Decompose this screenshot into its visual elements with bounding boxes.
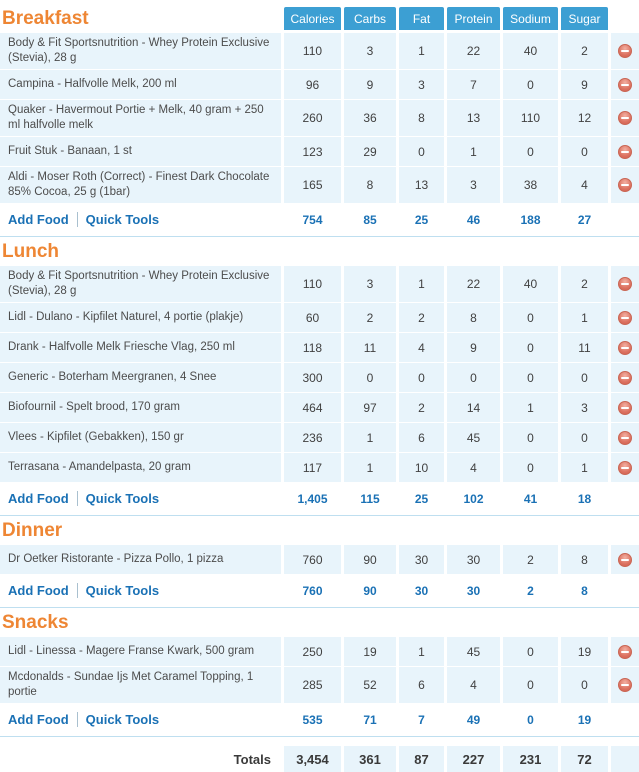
minus-circle-icon	[621, 283, 629, 285]
minus-circle-icon	[621, 651, 629, 653]
food-calories-value: 110	[284, 266, 341, 302]
quick-tools-link[interactable]: Quick Tools	[85, 212, 160, 227]
food-sugar-value: 8	[561, 545, 608, 574]
food-sugar-value: 0	[561, 423, 608, 452]
food-fat-value: 3	[399, 70, 444, 99]
food-carbs-value: 3	[344, 266, 396, 302]
actions-filler-cell	[611, 205, 639, 234]
food-protein-value: 4	[447, 667, 500, 703]
food-sugar-value: 4	[561, 167, 608, 203]
food-calories-value: 123	[284, 137, 341, 166]
food-calories-value: 118	[284, 333, 341, 362]
food-fat-value: 1	[399, 33, 444, 69]
minus-circle-icon	[621, 84, 629, 86]
food-carbs-value: 29	[344, 137, 396, 166]
section-header-row	[0, 5, 639, 33]
food-row	[0, 333, 639, 362]
section-total-carbs: 71	[344, 705, 396, 734]
minus-circle-icon	[621, 151, 629, 153]
delete-food-button[interactable]	[618, 277, 632, 291]
food-protein-value: 4	[447, 453, 500, 482]
column-header-fat[interactable]: Fat	[399, 7, 444, 30]
food-sodium-value: 0	[503, 363, 558, 392]
food-sugar-value: 1	[561, 453, 608, 482]
minus-circle-icon	[621, 117, 629, 119]
delete-cell	[611, 137, 639, 166]
column-header-sugar[interactable]: Sugar	[561, 7, 608, 30]
delete-food-button[interactable]	[618, 371, 632, 385]
food-carbs-value: 52	[344, 667, 396, 703]
food-calories-value: 250	[284, 637, 341, 666]
column-header-sodium[interactable]: Sodium	[503, 7, 558, 30]
food-name: Vlees - Kipfilet (Gebakken), 150 gr	[0, 423, 281, 452]
delete-cell	[611, 667, 639, 703]
grand-total-fat: 87	[399, 746, 444, 772]
food-fat-value: 0	[399, 137, 444, 166]
food-sodium-value: 0	[503, 423, 558, 452]
add-food-link[interactable]: Add Food	[8, 712, 69, 727]
section-total-calories: 535	[284, 705, 341, 734]
section-total-protein: 46	[447, 205, 500, 234]
food-fat-value: 8	[399, 100, 444, 136]
food-name: Generic - Boterham Meergranen, 4 Snee	[0, 363, 281, 392]
food-row	[0, 70, 639, 99]
food-calories-value: 300	[284, 363, 341, 392]
actions-filler-cell	[611, 705, 639, 734]
delete-food-button[interactable]	[618, 645, 632, 659]
section-total-sodium: 2	[503, 576, 558, 605]
food-sugar-value: 12	[561, 100, 608, 136]
section-total-sodium: 41	[503, 484, 558, 513]
food-sugar-value: 0	[561, 137, 608, 166]
food-name: Fruit Stuk - Banaan, 1 st	[0, 137, 281, 166]
food-name: Mcdonalds - Sundae Ijs Met Caramel Topping, 1 portie	[0, 667, 281, 703]
food-carbs-value: 1	[344, 453, 396, 482]
food-sodium-value: 0	[503, 303, 558, 332]
section-title: Lunch	[2, 241, 59, 262]
food-fat-value: 13	[399, 167, 444, 203]
minus-circle-icon	[621, 184, 629, 186]
food-name: Dr Oetker Ristorante - Pizza Pollo, 1 pizza	[0, 545, 281, 574]
food-name: Aldi - Moser Roth (Correct) - Finest Dark Chocolate 85% Cocoa, 25 g (1bar)	[0, 167, 281, 203]
food-protein-value: 30	[447, 545, 500, 574]
food-protein-value: 0	[447, 363, 500, 392]
section-total-calories: 760	[284, 576, 341, 605]
food-sugar-value: 3	[561, 393, 608, 422]
delete-food-button[interactable]	[618, 78, 632, 92]
food-calories-value: 260	[284, 100, 341, 136]
food-calories-value: 110	[284, 33, 341, 69]
section-total-sugar: 27	[561, 205, 608, 234]
food-calories-value: 236	[284, 423, 341, 452]
section-title: Snacks	[2, 612, 69, 633]
food-protein-value: 45	[447, 637, 500, 666]
food-fat-value: 30	[399, 545, 444, 574]
delete-cell	[611, 363, 639, 392]
food-row	[0, 137, 639, 166]
add-food-link[interactable]: Add Food	[8, 491, 69, 506]
grand-total-carbs: 361	[344, 746, 396, 772]
food-calories-value: 117	[284, 453, 341, 482]
minus-circle-icon	[621, 437, 629, 439]
food-sugar-value: 0	[561, 363, 608, 392]
grand-total-sugar: 72	[561, 746, 608, 772]
food-sugar-value: 0	[561, 667, 608, 703]
meal-sections	[0, 5, 639, 737]
delete-cell	[611, 33, 639, 69]
link-separator	[77, 491, 78, 506]
food-name: Body & Fit Sportsnutrition - Whey Protein Exclusive (Stevia), 28 g	[0, 266, 281, 302]
food-calories-value: 96	[284, 70, 341, 99]
totals-label: Totals	[233, 751, 271, 767]
food-name: Body & Fit Sportsnutrition - Whey Protein Exclusive (Stevia), 28 g	[0, 33, 281, 69]
food-name: Drank - Halfvolle Melk Friesche Vlag, 250 ml	[0, 333, 281, 362]
delete-cell	[611, 100, 639, 136]
food-protein-value: 7	[447, 70, 500, 99]
food-protein-value: 22	[447, 266, 500, 302]
food-name: Biofournil - Spelt brood, 170 gram	[0, 393, 281, 422]
food-carbs-value: 36	[344, 100, 396, 136]
delete-cell	[611, 167, 639, 203]
food-fat-value: 2	[399, 303, 444, 332]
food-sugar-value: 1	[561, 303, 608, 332]
delete-food-button[interactable]	[618, 341, 632, 355]
section-total-carbs: 85	[344, 205, 396, 234]
food-protein-value: 45	[447, 423, 500, 452]
quick-tools-link[interactable]: Quick Tools	[85, 491, 160, 506]
delete-cell	[611, 266, 639, 302]
food-sugar-value: 19	[561, 637, 608, 666]
quick-tools-link[interactable]: Quick Tools	[85, 712, 160, 727]
food-fat-value: 0	[399, 363, 444, 392]
link-separator	[77, 712, 78, 727]
food-calories-value: 464	[284, 393, 341, 422]
food-row	[0, 453, 639, 482]
section-total-calories: 1,405	[284, 484, 341, 513]
column-header-calories[interactable]: Calories	[284, 7, 341, 30]
actions-filler-cell	[611, 576, 639, 605]
food-carbs-value: 9	[344, 70, 396, 99]
food-row	[0, 33, 639, 69]
meal-section-lunch	[0, 239, 639, 516]
food-calories-value: 165	[284, 167, 341, 203]
meal-section-snacks	[0, 610, 639, 737]
delete-food-button[interactable]	[618, 431, 632, 445]
add-food-link[interactable]: Add Food	[8, 583, 69, 598]
section-header-row	[0, 518, 639, 545]
food-sugar-value: 2	[561, 33, 608, 69]
quick-tools-link[interactable]: Quick Tools	[85, 583, 160, 598]
food-protein-value: 3	[447, 167, 500, 203]
section-total-calories: 754	[284, 205, 341, 234]
food-carbs-value: 19	[344, 637, 396, 666]
totals-filler-cell	[611, 746, 639, 772]
food-calories-value: 285	[284, 667, 341, 703]
food-sodium-value: 2	[503, 545, 558, 574]
grand-total-calories: 3,454	[284, 746, 341, 772]
section-total-carbs: 115	[344, 484, 396, 513]
actions-filler-cell	[611, 484, 639, 513]
food-protein-value: 14	[447, 393, 500, 422]
delete-cell	[611, 303, 639, 332]
food-row	[0, 266, 639, 302]
section-total-sodium: 188	[503, 205, 558, 234]
food-sodium-value: 110	[503, 100, 558, 136]
food-sodium-value: 0	[503, 137, 558, 166]
meal-section-breakfast	[0, 5, 639, 237]
totals-row	[0, 746, 639, 772]
food-protein-value: 22	[447, 33, 500, 69]
food-sodium-value: 0	[503, 70, 558, 99]
food-carbs-value: 90	[344, 545, 396, 574]
section-total-fat: 7	[399, 705, 444, 734]
section-header-row	[0, 239, 639, 266]
section-total-protein: 102	[447, 484, 500, 513]
delete-cell	[611, 423, 639, 452]
food-carbs-value: 11	[344, 333, 396, 362]
food-calories-value: 760	[284, 545, 341, 574]
food-row	[0, 545, 639, 574]
minus-circle-icon	[621, 407, 629, 409]
food-fat-value: 1	[399, 266, 444, 302]
minus-circle-icon	[621, 347, 629, 349]
food-sugar-value: 9	[561, 70, 608, 99]
food-name: Lidl - Linessa - Magere Franse Kwark, 500 gram	[0, 637, 281, 666]
section-total-sugar: 19	[561, 705, 608, 734]
food-protein-value: 13	[447, 100, 500, 136]
food-row	[0, 667, 639, 703]
food-calories-value: 60	[284, 303, 341, 332]
section-actions-row	[0, 704, 639, 737]
section-actions-row	[0, 575, 639, 608]
delete-cell	[611, 333, 639, 362]
food-carbs-value: 3	[344, 33, 396, 69]
section-total-protein: 30	[447, 576, 500, 605]
minus-circle-icon	[621, 377, 629, 379]
food-carbs-value: 2	[344, 303, 396, 332]
food-sodium-value: 40	[503, 33, 558, 69]
column-header-carbs[interactable]: Carbs	[344, 7, 396, 30]
delete-food-button[interactable]	[618, 311, 632, 325]
delete-food-button[interactable]	[618, 178, 632, 192]
food-protein-value: 8	[447, 303, 500, 332]
section-title: Dinner	[2, 520, 63, 541]
delete-food-button[interactable]	[618, 111, 632, 125]
link-separator	[77, 583, 78, 598]
food-sodium-value: 40	[503, 266, 558, 302]
delete-cell	[611, 453, 639, 482]
section-actions-row	[0, 204, 639, 237]
delete-food-button[interactable]	[618, 553, 632, 567]
delete-food-button[interactable]	[618, 401, 632, 415]
meal-section-dinner	[0, 518, 639, 608]
section-title: Breakfast	[2, 8, 89, 29]
food-sodium-value: 0	[503, 333, 558, 362]
link-separator	[77, 212, 78, 227]
minus-circle-icon	[621, 467, 629, 469]
section-total-sugar: 8	[561, 576, 608, 605]
food-name: Terrasana - Amandelpasta, 20 gram	[0, 453, 281, 482]
food-sugar-value: 11	[561, 333, 608, 362]
delete-food-button[interactable]	[618, 44, 632, 58]
minus-circle-icon	[621, 559, 629, 561]
delete-food-button[interactable]	[618, 145, 632, 159]
section-total-sugar: 18	[561, 484, 608, 513]
delete-food-button[interactable]	[618, 678, 632, 692]
food-fat-value: 6	[399, 423, 444, 452]
food-name: Lidl - Dulano - Kipfilet Naturel, 4 portie (plakje)	[0, 303, 281, 332]
delete-cell	[611, 637, 639, 666]
food-carbs-value: 97	[344, 393, 396, 422]
minus-circle-icon	[621, 317, 629, 319]
section-total-carbs: 90	[344, 576, 396, 605]
food-row	[0, 100, 639, 136]
food-row	[0, 167, 639, 203]
minus-circle-icon	[621, 684, 629, 686]
delete-food-button[interactable]	[618, 461, 632, 475]
section-total-fat: 25	[399, 484, 444, 513]
food-sodium-value: 38	[503, 167, 558, 203]
food-row	[0, 423, 639, 452]
grand-total-sodium: 231	[503, 746, 558, 772]
section-header-row	[0, 610, 639, 637]
food-fat-value: 6	[399, 667, 444, 703]
delete-cell	[611, 393, 639, 422]
delete-cell	[611, 70, 639, 99]
section-total-sodium: 0	[503, 705, 558, 734]
food-name: Campina - Halfvolle Melk, 200 ml	[0, 70, 281, 99]
add-food-link[interactable]: Add Food	[8, 212, 69, 227]
food-fat-value: 1	[399, 637, 444, 666]
food-sugar-value: 2	[561, 266, 608, 302]
food-row	[0, 363, 639, 392]
food-sodium-value: 0	[503, 453, 558, 482]
minus-circle-icon	[621, 50, 629, 52]
food-sodium-value: 0	[503, 667, 558, 703]
food-carbs-value: 8	[344, 167, 396, 203]
column-header-protein[interactable]: Protein	[447, 7, 500, 30]
section-total-protein: 49	[447, 705, 500, 734]
section-total-fat: 25	[399, 205, 444, 234]
food-row	[0, 303, 639, 332]
food-sodium-value: 1	[503, 393, 558, 422]
food-fat-value: 2	[399, 393, 444, 422]
food-fat-value: 4	[399, 333, 444, 362]
food-carbs-value: 1	[344, 423, 396, 452]
section-actions-row	[0, 483, 639, 516]
delete-cell	[611, 545, 639, 574]
food-sodium-value: 0	[503, 637, 558, 666]
food-row	[0, 393, 639, 422]
food-fat-value: 10	[399, 453, 444, 482]
food-carbs-value: 0	[344, 363, 396, 392]
grand-total-protein: 227	[447, 746, 500, 772]
food-protein-value: 1	[447, 137, 500, 166]
food-protein-value: 9	[447, 333, 500, 362]
section-total-fat: 30	[399, 576, 444, 605]
food-row	[0, 637, 639, 666]
food-name: Quaker - Havermout Portie + Melk, 40 gram + 250 ml halfvolle melk	[0, 100, 281, 136]
